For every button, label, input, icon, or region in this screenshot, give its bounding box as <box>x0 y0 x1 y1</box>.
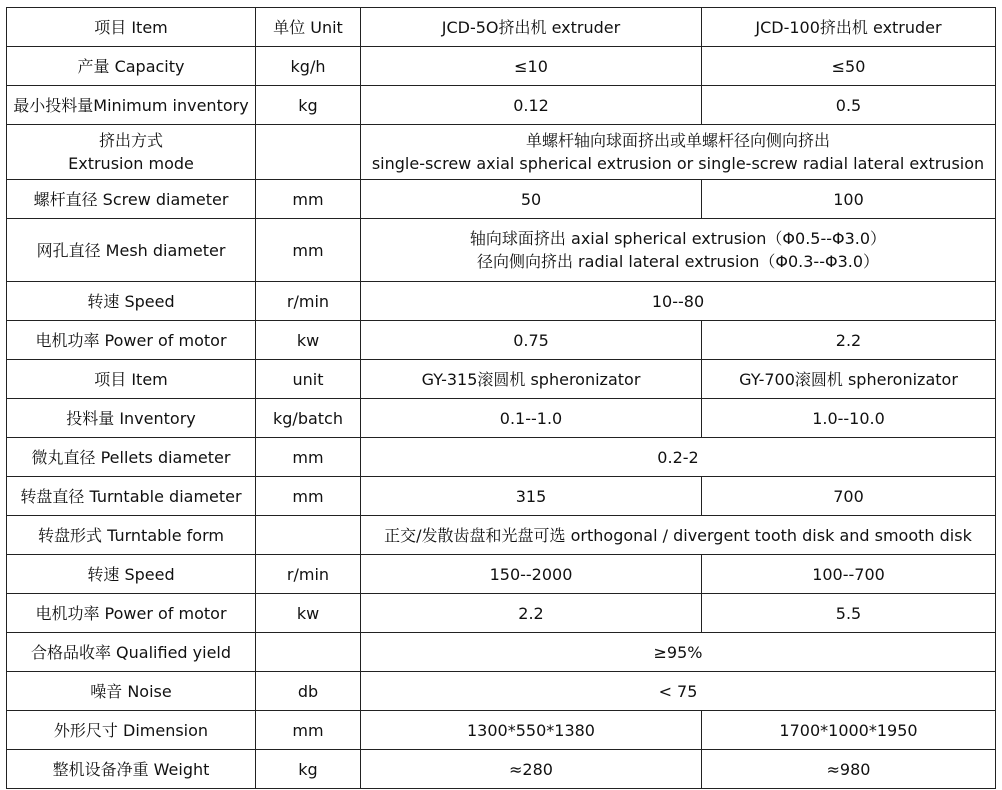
item-cell: 最小投料量Minimum inventory <box>7 86 256 125</box>
unit-cell: kw <box>256 594 361 633</box>
value-cell: JCD-5O挤出机 extruder <box>361 8 702 47</box>
value-cell: 100 <box>702 180 996 219</box>
value-cell: 1.0--10.0 <box>702 399 996 438</box>
unit-cell: 单位 Unit <box>256 8 361 47</box>
unit-cell <box>256 125 361 180</box>
merged-value-cell: ≥95% <box>361 633 996 672</box>
value-cell: 2.2 <box>361 594 702 633</box>
table-row <box>7 86 996 125</box>
item-cell: 电机功率 Power of motor <box>7 321 256 360</box>
merged-value-cell: 10--80 <box>361 282 996 321</box>
value-cell: 50 <box>361 180 702 219</box>
spec-table <box>6 7 996 789</box>
table-row <box>7 711 996 750</box>
item-cell: 转盘直径 Turntable diameter <box>7 477 256 516</box>
value-cell: ≈980 <box>702 750 996 789</box>
value-cell: 0.1--1.0 <box>361 399 702 438</box>
value-cell: 0.5 <box>702 86 996 125</box>
merged-value-cell: 正交/发散齿盘和光盘可选 orthogonal / divergent tooth disk and smooth disk <box>361 516 996 555</box>
value-cell: 1300*550*1380 <box>361 711 702 750</box>
value-cell: 150--2000 <box>361 555 702 594</box>
value-cell: 315 <box>361 477 702 516</box>
item-cell: 网孔直径 Mesh diameter <box>7 219 256 282</box>
item-cell: 项目 Item <box>7 360 256 399</box>
value-cell: 5.5 <box>702 594 996 633</box>
item-cell: 投料量 Inventory <box>7 399 256 438</box>
value-cell: GY-315滚圆机 spheronizator <box>361 360 702 399</box>
table-row <box>7 360 996 399</box>
unit-cell: mm <box>256 477 361 516</box>
value-cell: 700 <box>702 477 996 516</box>
unit-cell: mm <box>256 219 361 282</box>
table-row <box>7 555 996 594</box>
item-cell: 螺杆直径 Screw diameter <box>7 180 256 219</box>
unit-cell: r/min <box>256 555 361 594</box>
table-row <box>7 219 996 282</box>
table-row <box>7 399 996 438</box>
table-row <box>7 180 996 219</box>
unit-cell: r/min <box>256 282 361 321</box>
item-cell: 电机功率 Power of motor <box>7 594 256 633</box>
table-row <box>7 594 996 633</box>
table-row <box>7 633 996 672</box>
table-row <box>7 125 996 180</box>
value-cell: 2.2 <box>702 321 996 360</box>
merged-value-cell <box>361 219 996 282</box>
item-cell: 整机设备净重 Weight <box>7 750 256 789</box>
unit-cell: mm <box>256 711 361 750</box>
unit-cell <box>256 633 361 672</box>
unit-cell: db <box>256 672 361 711</box>
item-cell: 转盘形式 Turntable form <box>7 516 256 555</box>
item-cell: 产量 Capacity <box>7 47 256 86</box>
table-row <box>7 477 996 516</box>
merged-value-line: 轴向球面挤出 axial spherical extrusion（Φ0.5--Φ3.0） <box>469 229 887 248</box>
item-cell-line: 挤出方式 <box>98 131 163 150</box>
table-row <box>7 282 996 321</box>
unit-cell: kg/h <box>256 47 361 86</box>
table-row <box>7 8 996 47</box>
unit-cell: mm <box>256 438 361 477</box>
merged-value-line: 单螺杆轴向球面挤出或单螺杆径向侧向挤出 <box>525 131 830 150</box>
value-cell: ≈280 <box>361 750 702 789</box>
unit-cell: mm <box>256 180 361 219</box>
unit-cell: kw <box>256 321 361 360</box>
value-cell: GY-700滚圆机 spheronizator <box>702 360 996 399</box>
item-cell: 外形尺寸 Dimension <box>7 711 256 750</box>
table-row <box>7 672 996 711</box>
table-row <box>7 438 996 477</box>
unit-cell: kg/batch <box>256 399 361 438</box>
merged-value-cell <box>361 125 996 180</box>
item-cell: 转速 Speed <box>7 282 256 321</box>
merged-value-line: single-screw axial spherical extrusion or single-screw radial lateral extrusion <box>371 154 985 173</box>
value-cell: JCD-100挤出机 extruder <box>702 8 996 47</box>
item-cell: 转速 Speed <box>7 555 256 594</box>
value-cell: 0.75 <box>361 321 702 360</box>
table-row <box>7 750 996 789</box>
value-cell: 1700*1000*1950 <box>702 711 996 750</box>
table-row <box>7 516 996 555</box>
item-cell-line: Extrusion mode <box>68 154 194 173</box>
item-cell: 微丸直径 Pellets diameter <box>7 438 256 477</box>
table-row <box>7 47 996 86</box>
item-cell: 合格品收率 Qualified yield <box>7 633 256 672</box>
merged-value-cell: < 75 <box>361 672 996 711</box>
merged-value-line: 径向侧向挤出 radial lateral extrusion（Φ0.3--Φ3.0） <box>476 252 880 271</box>
unit-cell: unit <box>256 360 361 399</box>
unit-cell <box>256 516 361 555</box>
table-row <box>7 321 996 360</box>
item-cell: 噪音 Noise <box>7 672 256 711</box>
value-cell: 0.12 <box>361 86 702 125</box>
item-cell <box>7 125 256 180</box>
unit-cell: kg <box>256 750 361 789</box>
item-cell: 项目 Item <box>7 8 256 47</box>
merged-value-cell: 0.2-2 <box>361 438 996 477</box>
unit-cell: kg <box>256 86 361 125</box>
value-cell: ≤50 <box>702 47 996 86</box>
value-cell: ≤10 <box>361 47 702 86</box>
value-cell: 100--700 <box>702 555 996 594</box>
